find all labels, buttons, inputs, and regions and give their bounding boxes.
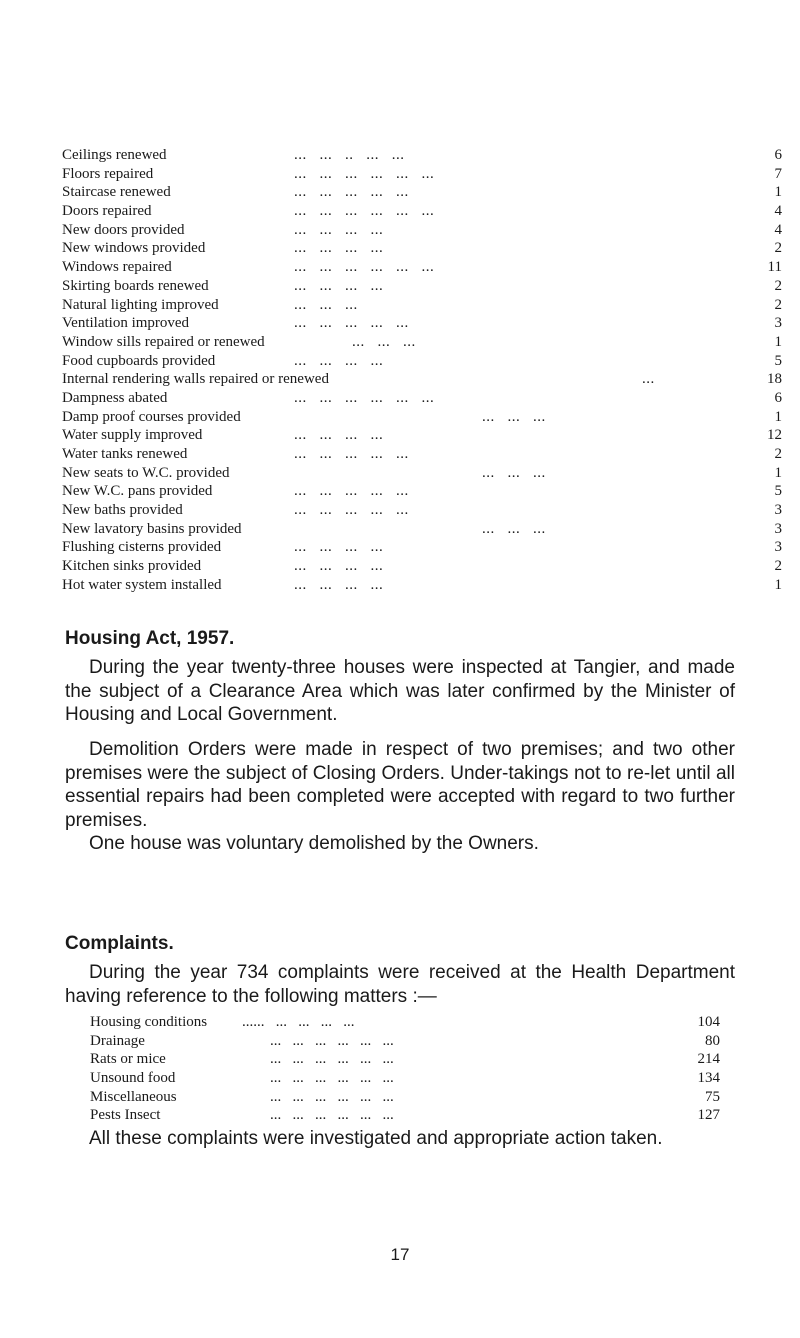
item-label: Skirting boards renewed — [62, 277, 209, 294]
item-label: Natural lighting improved — [62, 296, 219, 313]
item-label: New doors provided — [62, 221, 185, 238]
list-item — [62, 146, 782, 165]
list-item — [62, 333, 782, 352]
housing-act-paragraph-1: During the year twenty-three houses were inspected at Tangier, and made the subject of a Clearance Area which was later confirmed by the Minister of Housing and Local Government. — [65, 657, 735, 725]
works-carried-out-list — [62, 146, 782, 595]
list-item — [62, 370, 782, 389]
dot-leader: ... ... ... ... ... — [294, 184, 409, 201]
item-count: 1 — [774, 464, 782, 481]
item-count: 4 — [774, 203, 782, 220]
item-label: Internal rendering walls repaired or renewed — [62, 371, 329, 388]
list-item — [62, 258, 782, 277]
list-item — [62, 202, 782, 221]
housing-act-heading: Housing Act, 1957. — [65, 628, 235, 649]
item-label: Miscellaneous — [90, 1088, 177, 1105]
dot-leader: ... ... ... ... — [294, 221, 384, 238]
item-count: 2 — [774, 277, 782, 294]
list-item — [90, 1032, 720, 1051]
item-count: 12 — [767, 427, 782, 444]
item-label: Ventilation improved — [62, 315, 190, 332]
item-count: 6 — [774, 147, 782, 163]
page-number: 17 — [390, 1245, 410, 1264]
complaints-closing: All these complaints were investigated and appropriate action taken. — [89, 1128, 663, 1149]
item-count: 3 — [774, 539, 782, 556]
item-label: Window sills repaired or renewed — [62, 333, 265, 350]
dot-leader: ... ... ... ... ... — [294, 315, 409, 332]
dot-leader: ... ... ... ... ... — [294, 502, 409, 519]
dot-leader: ... ... ... ... ... — [294, 446, 409, 462]
item-label: New lavatory basins provided — [62, 520, 242, 537]
list-item — [62, 239, 782, 258]
item-count: 127 — [697, 1107, 720, 1124]
dot-leader: ... ... ... ... ... ... — [270, 1032, 394, 1049]
dot-leader: ... ... .. ... ... — [294, 147, 405, 163]
list-item — [90, 1013, 720, 1032]
dot-leader: ... ... ... ... ... ... — [270, 1088, 394, 1105]
item-label: Drainage — [90, 1032, 145, 1049]
item-count: 2 — [774, 446, 782, 462]
dot-leader: ... ... ... ... — [294, 352, 384, 369]
item-label: Kitchen sinks provided — [62, 558, 202, 575]
item-label: New W.C. pans provided — [62, 483, 213, 500]
dot-leader: ... ... ... ... ... ... — [294, 259, 435, 276]
item-label: New seats to W.C. provided — [62, 464, 230, 481]
list-item — [62, 445, 782, 464]
list-item — [90, 1069, 720, 1088]
dot-leader: ... ... ... ... ... — [294, 483, 409, 500]
item-label: Unsound food — [90, 1070, 176, 1087]
dot-leader: ... ... ... ... ... ... — [294, 165, 435, 182]
item-count: 2 — [774, 296, 782, 313]
item-label: Dampness abated — [62, 389, 168, 406]
item-label: Doors repaired — [62, 203, 152, 220]
list-item — [62, 501, 782, 520]
item-label: New baths provided — [62, 502, 183, 519]
item-count: 134 — [697, 1070, 720, 1087]
item-label: Water tanks renewed — [62, 446, 188, 462]
list-item — [62, 557, 782, 576]
item-label: Hot water system installed — [62, 576, 222, 593]
item-label: Damp proof courses provided — [62, 408, 241, 425]
dot-leader: ... ... ... — [352, 333, 416, 350]
item-count: 1 — [774, 184, 782, 201]
list-item — [62, 482, 782, 501]
item-count: 1 — [774, 576, 782, 593]
list-item — [62, 408, 782, 427]
item-count: 3 — [774, 502, 782, 519]
complaints-heading: Complaints. — [65, 933, 174, 954]
housing-act-paragraph-2: Demolition Orders were made in respect of two premises; and two other premises were the subject of Closing Orders. Under-takings not to re-let until all essential repairs had been completed were accepted with regard to two further premises. — [65, 739, 735, 831]
housing-act-paragraph-3: One house was voluntary demolished by the Owners. — [89, 833, 539, 854]
item-count: 5 — [774, 483, 782, 500]
list-item — [62, 277, 782, 296]
list-item — [62, 576, 782, 595]
item-count: 80 — [705, 1032, 720, 1049]
dot-leader: ... ... ... ... ... ... — [270, 1107, 394, 1124]
item-label: Rats or mice — [90, 1051, 166, 1068]
list-item — [62, 464, 782, 483]
item-label: Water supply improved — [62, 427, 203, 444]
item-count: 4 — [774, 221, 782, 238]
item-count: 18 — [767, 371, 782, 388]
item-count: 1 — [774, 333, 782, 350]
item-label: Staircase renewed — [62, 184, 171, 201]
dot-leader: ... ... ... ... — [294, 277, 384, 294]
complaints-intro: During the year 734 complaints were received at the Health Department having reference to the following matters :— — [65, 962, 735, 1007]
dot-leader: ... ... ... ... ... ... — [294, 203, 435, 220]
list-item — [62, 314, 782, 333]
dot-leader: ... ... ... ... — [294, 240, 384, 257]
item-label: Food cupboards provided — [62, 352, 216, 369]
item-label: Ceilings renewed — [62, 147, 167, 163]
list-item — [62, 426, 782, 445]
dot-leader: ...... ... ... ... ... — [242, 1014, 355, 1030]
item-label: Pests Insect — [90, 1107, 161, 1124]
dot-leader: ... ... ... ... — [294, 576, 384, 593]
dot-leader: ... ... ... ... ... ... — [294, 389, 435, 406]
item-label: Housing conditions — [90, 1014, 208, 1030]
dot-leader: ... ... ... — [294, 296, 358, 313]
item-count: 2 — [774, 558, 782, 575]
item-label: New windows provided — [62, 240, 206, 257]
item-count: 3 — [774, 315, 782, 332]
complaints-list — [90, 1013, 720, 1125]
item-label: Windows repaired — [62, 259, 172, 276]
list-item — [90, 1088, 720, 1107]
item-count: 104 — [697, 1014, 720, 1030]
list-item — [90, 1050, 720, 1069]
dot-leader: ... ... ... ... ... ... — [270, 1051, 394, 1068]
dot-leader: ... ... ... — [482, 408, 546, 425]
dot-leader: ... — [642, 371, 655, 388]
item-count: 3 — [774, 520, 782, 537]
list-item — [62, 352, 782, 371]
item-count: 11 — [767, 259, 782, 276]
item-count: 75 — [705, 1088, 720, 1105]
dot-leader: ... ... ... — [482, 464, 546, 481]
list-item — [62, 221, 782, 240]
item-label: Flushing cisterns provided — [62, 539, 222, 556]
list-item — [62, 183, 782, 202]
list-item — [62, 520, 782, 539]
list-item — [62, 389, 782, 408]
item-count: 214 — [697, 1051, 720, 1068]
item-count: 2 — [774, 240, 782, 257]
item-count: 6 — [774, 389, 782, 406]
item-count: 5 — [774, 352, 782, 369]
dot-leader: ... ... ... ... ... ... — [270, 1070, 394, 1087]
dot-leader: ... ... ... — [482, 520, 546, 537]
dot-leader: ... ... ... ... — [294, 539, 384, 556]
dot-leader: ... ... ... ... — [294, 427, 384, 444]
item-label: Floors repaired — [62, 165, 154, 182]
item-count: 7 — [774, 165, 782, 182]
list-item — [62, 296, 782, 315]
list-item — [90, 1106, 720, 1125]
list-item — [62, 538, 782, 557]
item-count: 1 — [774, 408, 782, 425]
dot-leader: ... ... ... ... — [294, 558, 384, 575]
list-item — [62, 165, 782, 184]
